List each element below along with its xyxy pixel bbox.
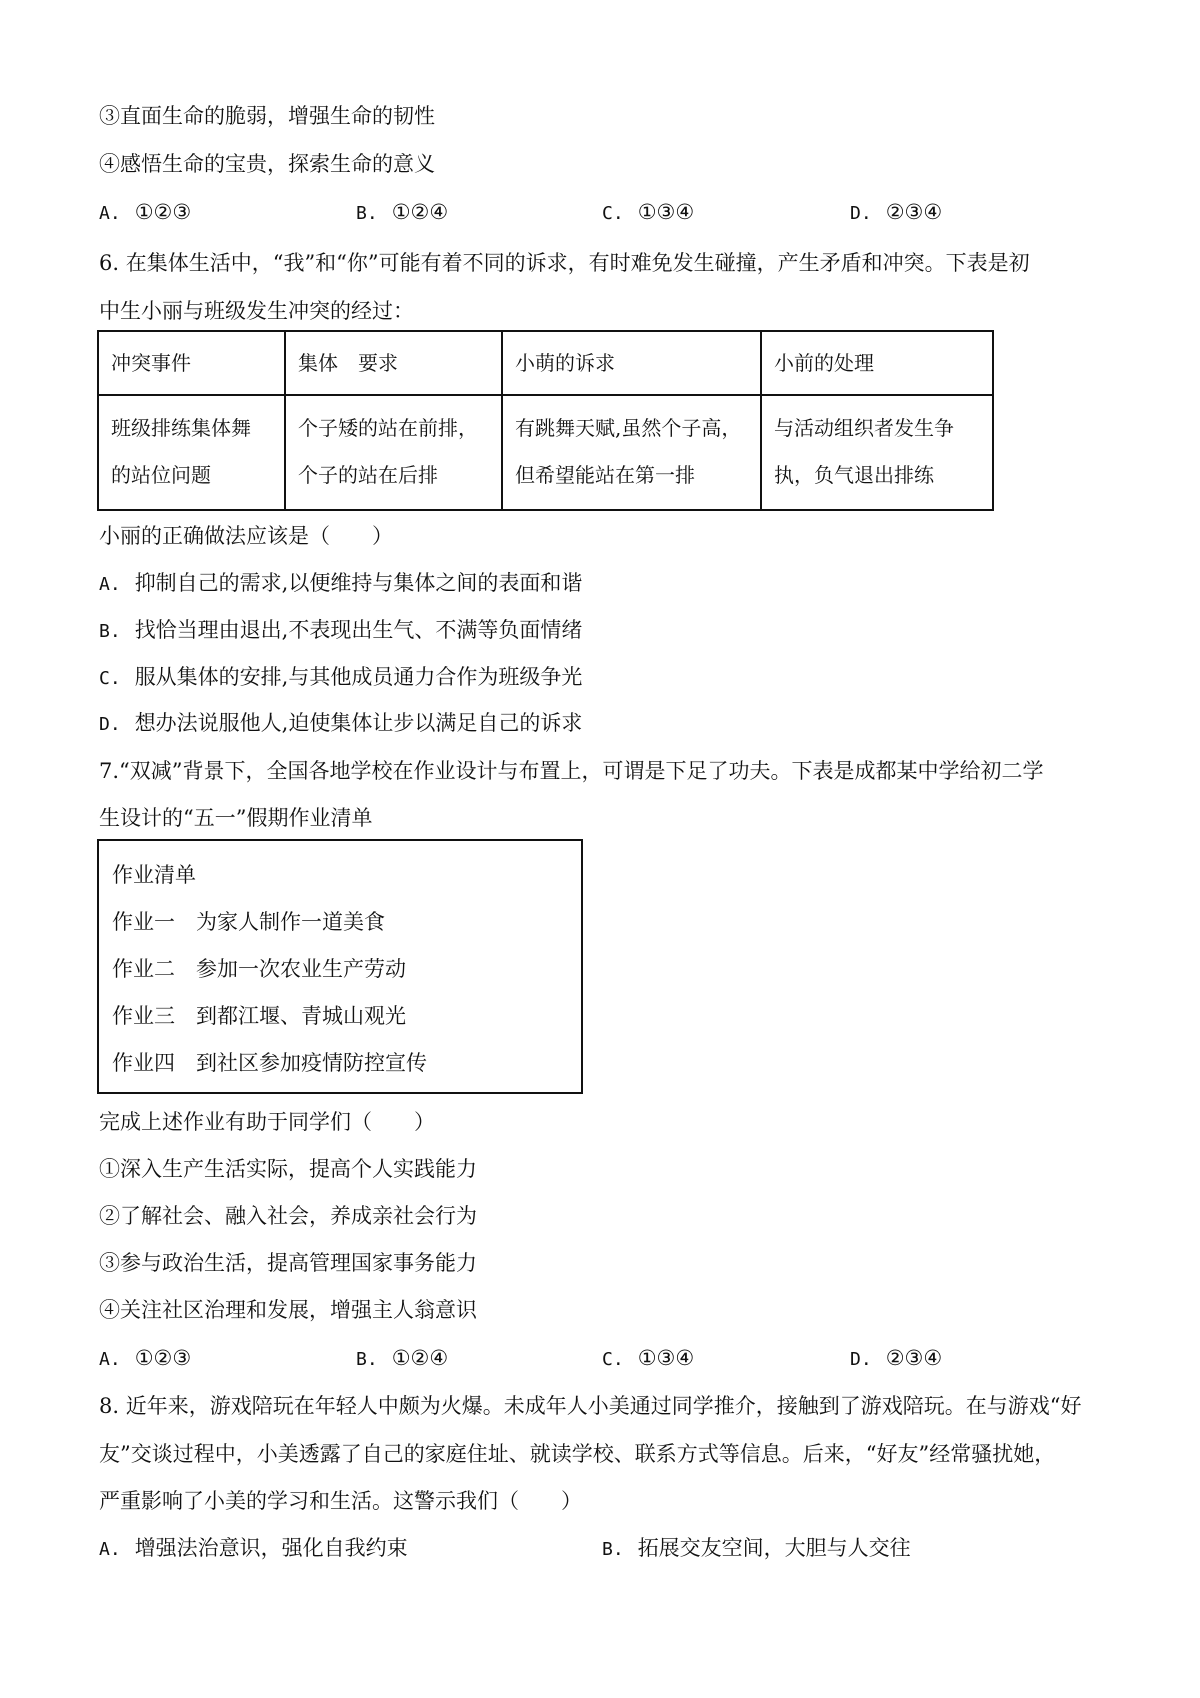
table-cell: 有跳舞天赋,虽然个子高， 但希望能站在第一排 (502, 395, 761, 510)
q6-option-c: C. 服从集体的安排,与其他成员通力合作为班级争光 (99, 665, 583, 689)
q5-option-a: A. ①②③ (99, 200, 192, 224)
homework-item: 作业二 参加一次农业生产劳动 (112, 957, 406, 981)
table-header-row (98, 331, 993, 395)
table-header-cell: 小萌的诉求 (502, 331, 761, 395)
q5-option-d: D. ②③④ (850, 200, 943, 224)
q7-statement-2: ②了解社会、融入社会，养成亲社会行为 (99, 1204, 477, 1228)
q6-stem-line-1: 6. 在集体生活中，“我”和“你”可能有着不同的诉求，有时难免发生碰撞，产生矛盾和冲突。下表是初 (99, 251, 1030, 275)
q6-question: 小丽的正确做法应该是（ ） (99, 524, 393, 548)
conflict-table (97, 330, 994, 511)
q8-stem-line-1: 8. 近年来，游戏陪玩在年轻人中颇为火爆。未成年人小美通过同学推介，接触到了游戏陪玩。在与游戏“好 (99, 1394, 1082, 1418)
table-header-cell: 冲突事件 (98, 331, 285, 395)
q7-option-d: D. ②③④ (850, 1346, 943, 1370)
table-cell: 与活动组织者发生争 执，负气退出排练 (761, 395, 993, 510)
table-header-cell: 集体 要求 (285, 331, 502, 395)
homework-list-box (97, 839, 583, 1094)
q5-statement-3: ③直面生命的脆弱，增强生命的韧性 (99, 104, 435, 128)
table-cell: 个子矮的站在前排， 个子的站在后排 (285, 395, 502, 510)
q7-option-b: B. ①②④ (356, 1346, 449, 1370)
q6-option-b: B. 找恰当理由退出,不表现出生气、不满等负面情绪 (99, 618, 583, 642)
homework-item: 作业三 到都江堰、青城山观光 (112, 1004, 406, 1028)
q8-stem-line-3: 严重影响了小美的学习和生活。这警示我们（ ） (99, 1489, 582, 1513)
q5-option-c: C. ①③④ (602, 200, 695, 224)
q7-stem-line-2: 生设计的“五一”假期作业清单 (99, 806, 373, 830)
homework-item: 作业四 到社区参加疫情防控宣传 (112, 1051, 427, 1075)
q8-option-a: A. 增强法治意识，强化自我约束 (99, 1536, 408, 1560)
q7-statement-1: ①深入生产生活实际，提高个人实践能力 (99, 1157, 477, 1181)
q6-option-d: D. 想办法说服他人,迫使集体让步以满足自己的诉求 (99, 711, 583, 735)
homework-item: 作业一 为家人制作一道美食 (112, 910, 385, 934)
q7-question: 完成上述作业有助于同学们（ ） (99, 1110, 435, 1134)
q6-option-a: A. 抑制自己的需求,以便维持与集体之间的表面和谐 (99, 571, 583, 595)
q8-option-b: B. 拓展交友空间，大胆与人交往 (602, 1536, 911, 1560)
q7-statement-4: ④关注社区治理和发展，增强主人翁意识 (99, 1298, 477, 1322)
table-cell: 班级排练集体舞 的站位问题 (98, 395, 285, 510)
q8-stem-line-2: 友”交谈过程中，小美透露了自己的家庭住址、就读学校、联系方式等信息。后来，“好友”经常骚扰她， (99, 1442, 1056, 1466)
q5-option-b: B. ①②④ (356, 200, 449, 224)
q7-option-c: C. ①③④ (602, 1346, 695, 1370)
table-row (98, 395, 993, 510)
homework-list-title: 作业清单 (112, 863, 196, 887)
q7-stem-line-1: 7.“双减”背景下，全国各地学校在作业设计与布置上，可谓是下足了功夫。下表是成都某中学给初二学 (99, 759, 1044, 783)
q5-statement-4: ④感悟生命的宝贵，探索生命的意义 (99, 152, 435, 176)
q7-option-a: A. ①②③ (99, 1346, 192, 1370)
q6-stem-line-2: 中生小丽与班级发生冲突的经过： (99, 299, 414, 323)
table-header-cell: 小前的处理 (761, 331, 993, 395)
q7-statement-3: ③参与政治生活，提高管理国家事务能力 (99, 1251, 477, 1275)
